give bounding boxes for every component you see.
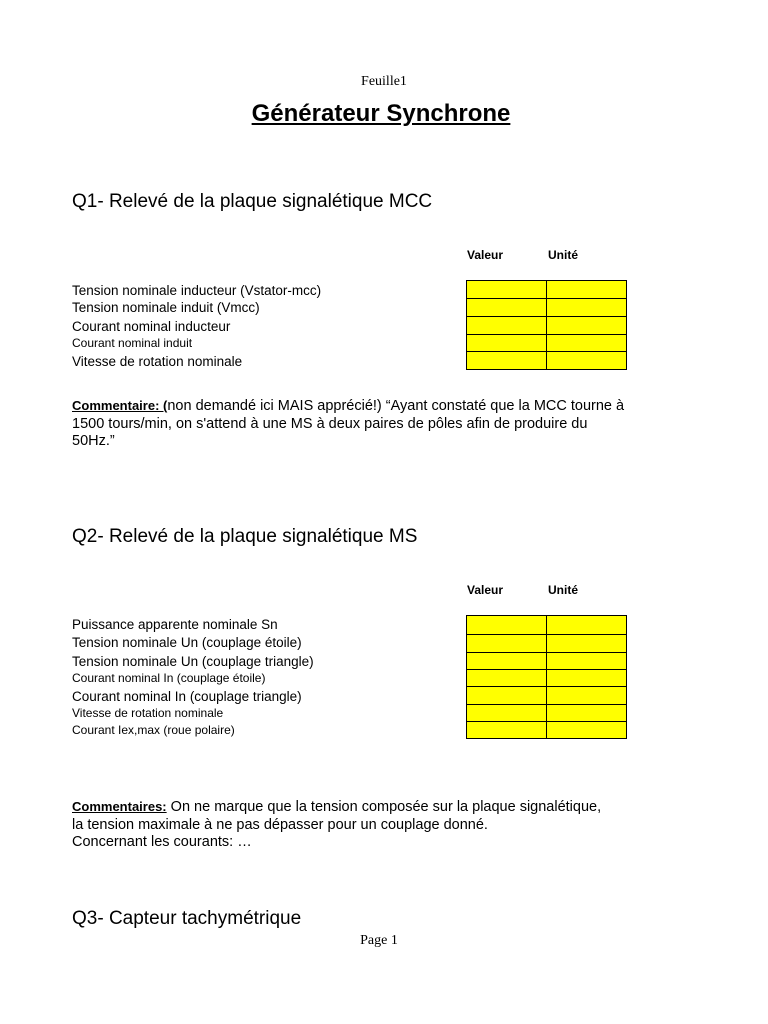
q2-row-label: Tension nominale Un (couplage triangle) bbox=[72, 654, 314, 669]
q1-col-unit: Unité bbox=[548, 248, 578, 262]
sheet-header: Feuille1 bbox=[361, 74, 407, 89]
q1-unit-cell[interactable] bbox=[547, 335, 627, 352]
q2-unit-cell[interactable] bbox=[547, 705, 627, 722]
q2-value-cell[interactable] bbox=[467, 670, 547, 687]
q1-unit-cell[interactable] bbox=[547, 352, 627, 370]
q2-col-value: Valeur bbox=[467, 583, 504, 597]
q2-unit-cell[interactable] bbox=[547, 670, 627, 687]
q2-value-cell[interactable] bbox=[467, 722, 547, 739]
q2-comment-line: Concernant les courants: … bbox=[72, 834, 252, 850]
q2-input-grid bbox=[466, 615, 627, 739]
page-footer: Page 1 bbox=[360, 933, 398, 948]
q1-input-grid bbox=[466, 280, 627, 370]
q1-comment bbox=[72, 397, 632, 451]
q3-heading-clip bbox=[72, 904, 472, 929]
q1-comment-text: non demandé ici MAIS apprécié!) “Ayant constaté que la MCC tourne à 1500 tours/min, on s'attend à une MS à deux paires de pôles afin de produire du 50Hz.” bbox=[72, 398, 625, 449]
q2-row-label: Puissance apparente nominale Sn bbox=[72, 617, 278, 632]
q1-comment-label: Commentaire: ( bbox=[72, 398, 168, 413]
q2-value-cell[interactable] bbox=[467, 687, 547, 705]
q1-row-label: Tension nominale induit (Vmcc) bbox=[72, 300, 260, 315]
q1-row-label: Courant nominal inducteur bbox=[72, 319, 231, 334]
q1-row-label: Courant nominal induit bbox=[72, 336, 193, 350]
q1-value-cell[interactable] bbox=[467, 352, 547, 370]
q2-value-cell[interactable] bbox=[467, 635, 547, 653]
q2-value-cell[interactable] bbox=[467, 653, 547, 670]
q2-row-label: Tension nominale Un (couplage étoile) bbox=[72, 635, 302, 650]
q3-heading: Q3- Capteur tachymétrique bbox=[72, 908, 302, 929]
q2-col-unit: Unité bbox=[548, 583, 578, 597]
q2-unit-cell[interactable] bbox=[547, 722, 627, 739]
q1-value-cell[interactable] bbox=[467, 335, 547, 352]
q2-row-label: Courant nominal In (couplage étoile) bbox=[72, 671, 266, 685]
q2-unit-cell[interactable] bbox=[547, 687, 627, 705]
q1-heading: Q1- Relevé de la plaque signalétique MCC bbox=[72, 191, 433, 212]
q1-unit-cell[interactable] bbox=[547, 281, 627, 299]
page-title: Générateur Synchrone bbox=[251, 100, 511, 127]
q2-unit-cell[interactable] bbox=[547, 616, 627, 635]
q2-row-label: Courant nominal In (couplage triangle) bbox=[72, 689, 302, 704]
q1-value-cell[interactable] bbox=[467, 299, 547, 317]
q1-col-value: Valeur bbox=[467, 248, 504, 262]
q1-value-cell[interactable] bbox=[467, 317, 547, 335]
q2-comment bbox=[72, 798, 672, 852]
q2-unit-cell[interactable] bbox=[547, 635, 627, 653]
q1-unit-cell[interactable] bbox=[547, 317, 627, 335]
q2-comment-label: Commentaires: bbox=[72, 799, 167, 814]
q1-unit-cell[interactable] bbox=[547, 299, 627, 317]
q1-row-label: Vitesse de rotation nominale bbox=[72, 354, 243, 369]
q2-unit-cell[interactable] bbox=[547, 653, 627, 670]
q2-value-cell[interactable] bbox=[467, 616, 547, 635]
q2-comment-line: On ne marque que la tension composée sur la plaque signalétique, bbox=[170, 799, 602, 815]
q1-value-cell[interactable] bbox=[467, 281, 547, 299]
q2-heading: Q2- Relevé de la plaque signalétique MS bbox=[72, 526, 418, 547]
q2-value-cell[interactable] bbox=[467, 705, 547, 722]
q2-row-label: Vitesse de rotation nominale bbox=[72, 706, 224, 720]
q1-row-label: Tension nominale inducteur (Vstator-mcc) bbox=[72, 283, 322, 298]
q2-row-label: Courant Iex,max (roue polaire) bbox=[72, 723, 235, 737]
q2-comment-line: la tension maximale à ne pas dépasser pour un couplage donné. bbox=[72, 816, 488, 833]
